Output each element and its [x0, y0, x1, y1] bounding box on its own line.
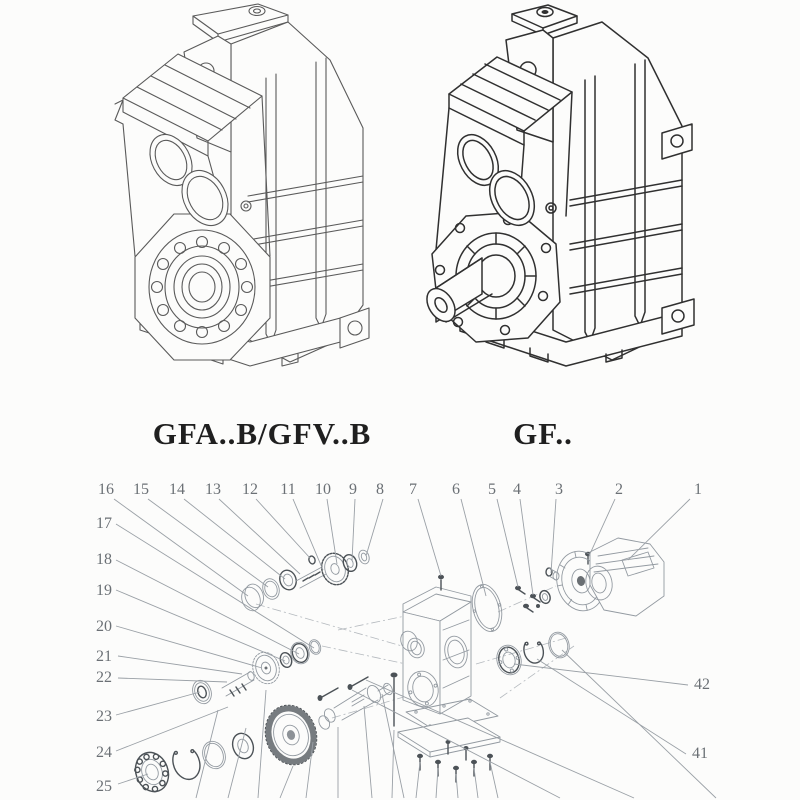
leader-line-cutoff-5 [280, 766, 293, 798]
leader-line-12 [256, 499, 310, 558]
ball-bearing [130, 748, 174, 797]
part-number-14: 14 [169, 481, 185, 498]
part-number-17: 17 [96, 515, 112, 532]
leader-line-cutoff-2 [196, 710, 218, 798]
leader-line-11 [293, 499, 323, 570]
leader-line-9 [352, 499, 355, 561]
part-number-42: 42 [694, 676, 710, 693]
part-number-41: 41 [692, 745, 708, 762]
output-bearing-parts [494, 630, 572, 678]
leader-line-22 [118, 678, 227, 682]
gearbox-drawing-left [115, 4, 369, 366]
leader-line-cutoff-1 [392, 730, 394, 798]
part-number-5: 5 [488, 481, 496, 498]
part-number-18: 18 [96, 551, 112, 568]
part-number-9: 9 [349, 481, 357, 498]
output-shaft-parts [130, 677, 395, 796]
part-number-8: 8 [376, 481, 384, 498]
part-number-12: 12 [242, 481, 258, 498]
part-number-22: 22 [96, 669, 112, 686]
leader-line-6 [461, 499, 486, 596]
part-number-11: 11 [280, 481, 296, 498]
leader-line-cutoff-12 [456, 774, 458, 798]
part-number-10: 10 [315, 481, 331, 498]
leader-line-cutoff-9 [382, 694, 404, 798]
leader-line-5 [497, 499, 518, 587]
leader-line-cutoff-10 [416, 762, 420, 798]
part-number-7: 7 [409, 481, 417, 498]
part-number-24: 24 [96, 744, 112, 761]
leader-line-cutoff-3 [228, 728, 246, 798]
gearbox-drawing-right [421, 5, 694, 366]
part-number-15: 15 [133, 481, 149, 498]
leader-line-1 [628, 499, 690, 560]
leader-line-18 [116, 560, 299, 654]
model-caption-right: GF.. [513, 416, 573, 451]
leader-line-4 [520, 499, 533, 595]
output-gear [258, 699, 324, 772]
part-number-13: 13 [205, 481, 221, 498]
leader-line-41 [537, 659, 686, 754]
leader-line-24 [116, 707, 228, 751]
leader-line-14 [184, 499, 285, 579]
leader-line-20 [116, 626, 262, 668]
leader-line-23 [116, 692, 200, 715]
part-number-4: 4 [513, 481, 521, 498]
leader-line-8 [366, 499, 383, 556]
housing-parts [391, 575, 472, 726]
leader-line-3 [551, 499, 556, 573]
leader-line-16 [114, 499, 248, 596]
leader-line-17 [116, 524, 314, 648]
motor-side-parts [467, 538, 664, 635]
leader-line-cutoff-8 [364, 706, 372, 798]
part-number-1: 1 [694, 481, 702, 498]
leader-line-cutoff-11 [436, 768, 438, 798]
leader-line-cutoff-13 [474, 768, 478, 798]
leader-line-25 [118, 774, 148, 784]
leader-line-cutoff-14 [490, 762, 498, 798]
part-number-25: 25 [96, 778, 112, 795]
model-caption-left: GFA..B/GFV..B [152, 416, 372, 451]
part-number-3: 3 [555, 481, 563, 498]
leader-line-42 [514, 664, 688, 685]
leader-line-21 [118, 656, 242, 674]
leader-line-15 [148, 499, 268, 587]
part-number-6: 6 [452, 481, 460, 498]
part-number-19: 19 [96, 582, 112, 599]
motor [583, 538, 664, 616]
part-number-20: 20 [96, 618, 112, 635]
part-number-23: 23 [96, 708, 112, 725]
exploded-view [96, 481, 716, 798]
leader-line-7 [418, 499, 441, 576]
part-number-16: 16 [98, 481, 114, 498]
leader-line-cutoff-4 [258, 690, 266, 798]
leader-line-cutoff-0 [562, 650, 716, 798]
input-shaft-parts [238, 549, 371, 613]
part-number-21: 21 [96, 648, 112, 665]
part-number-2: 2 [615, 481, 623, 498]
